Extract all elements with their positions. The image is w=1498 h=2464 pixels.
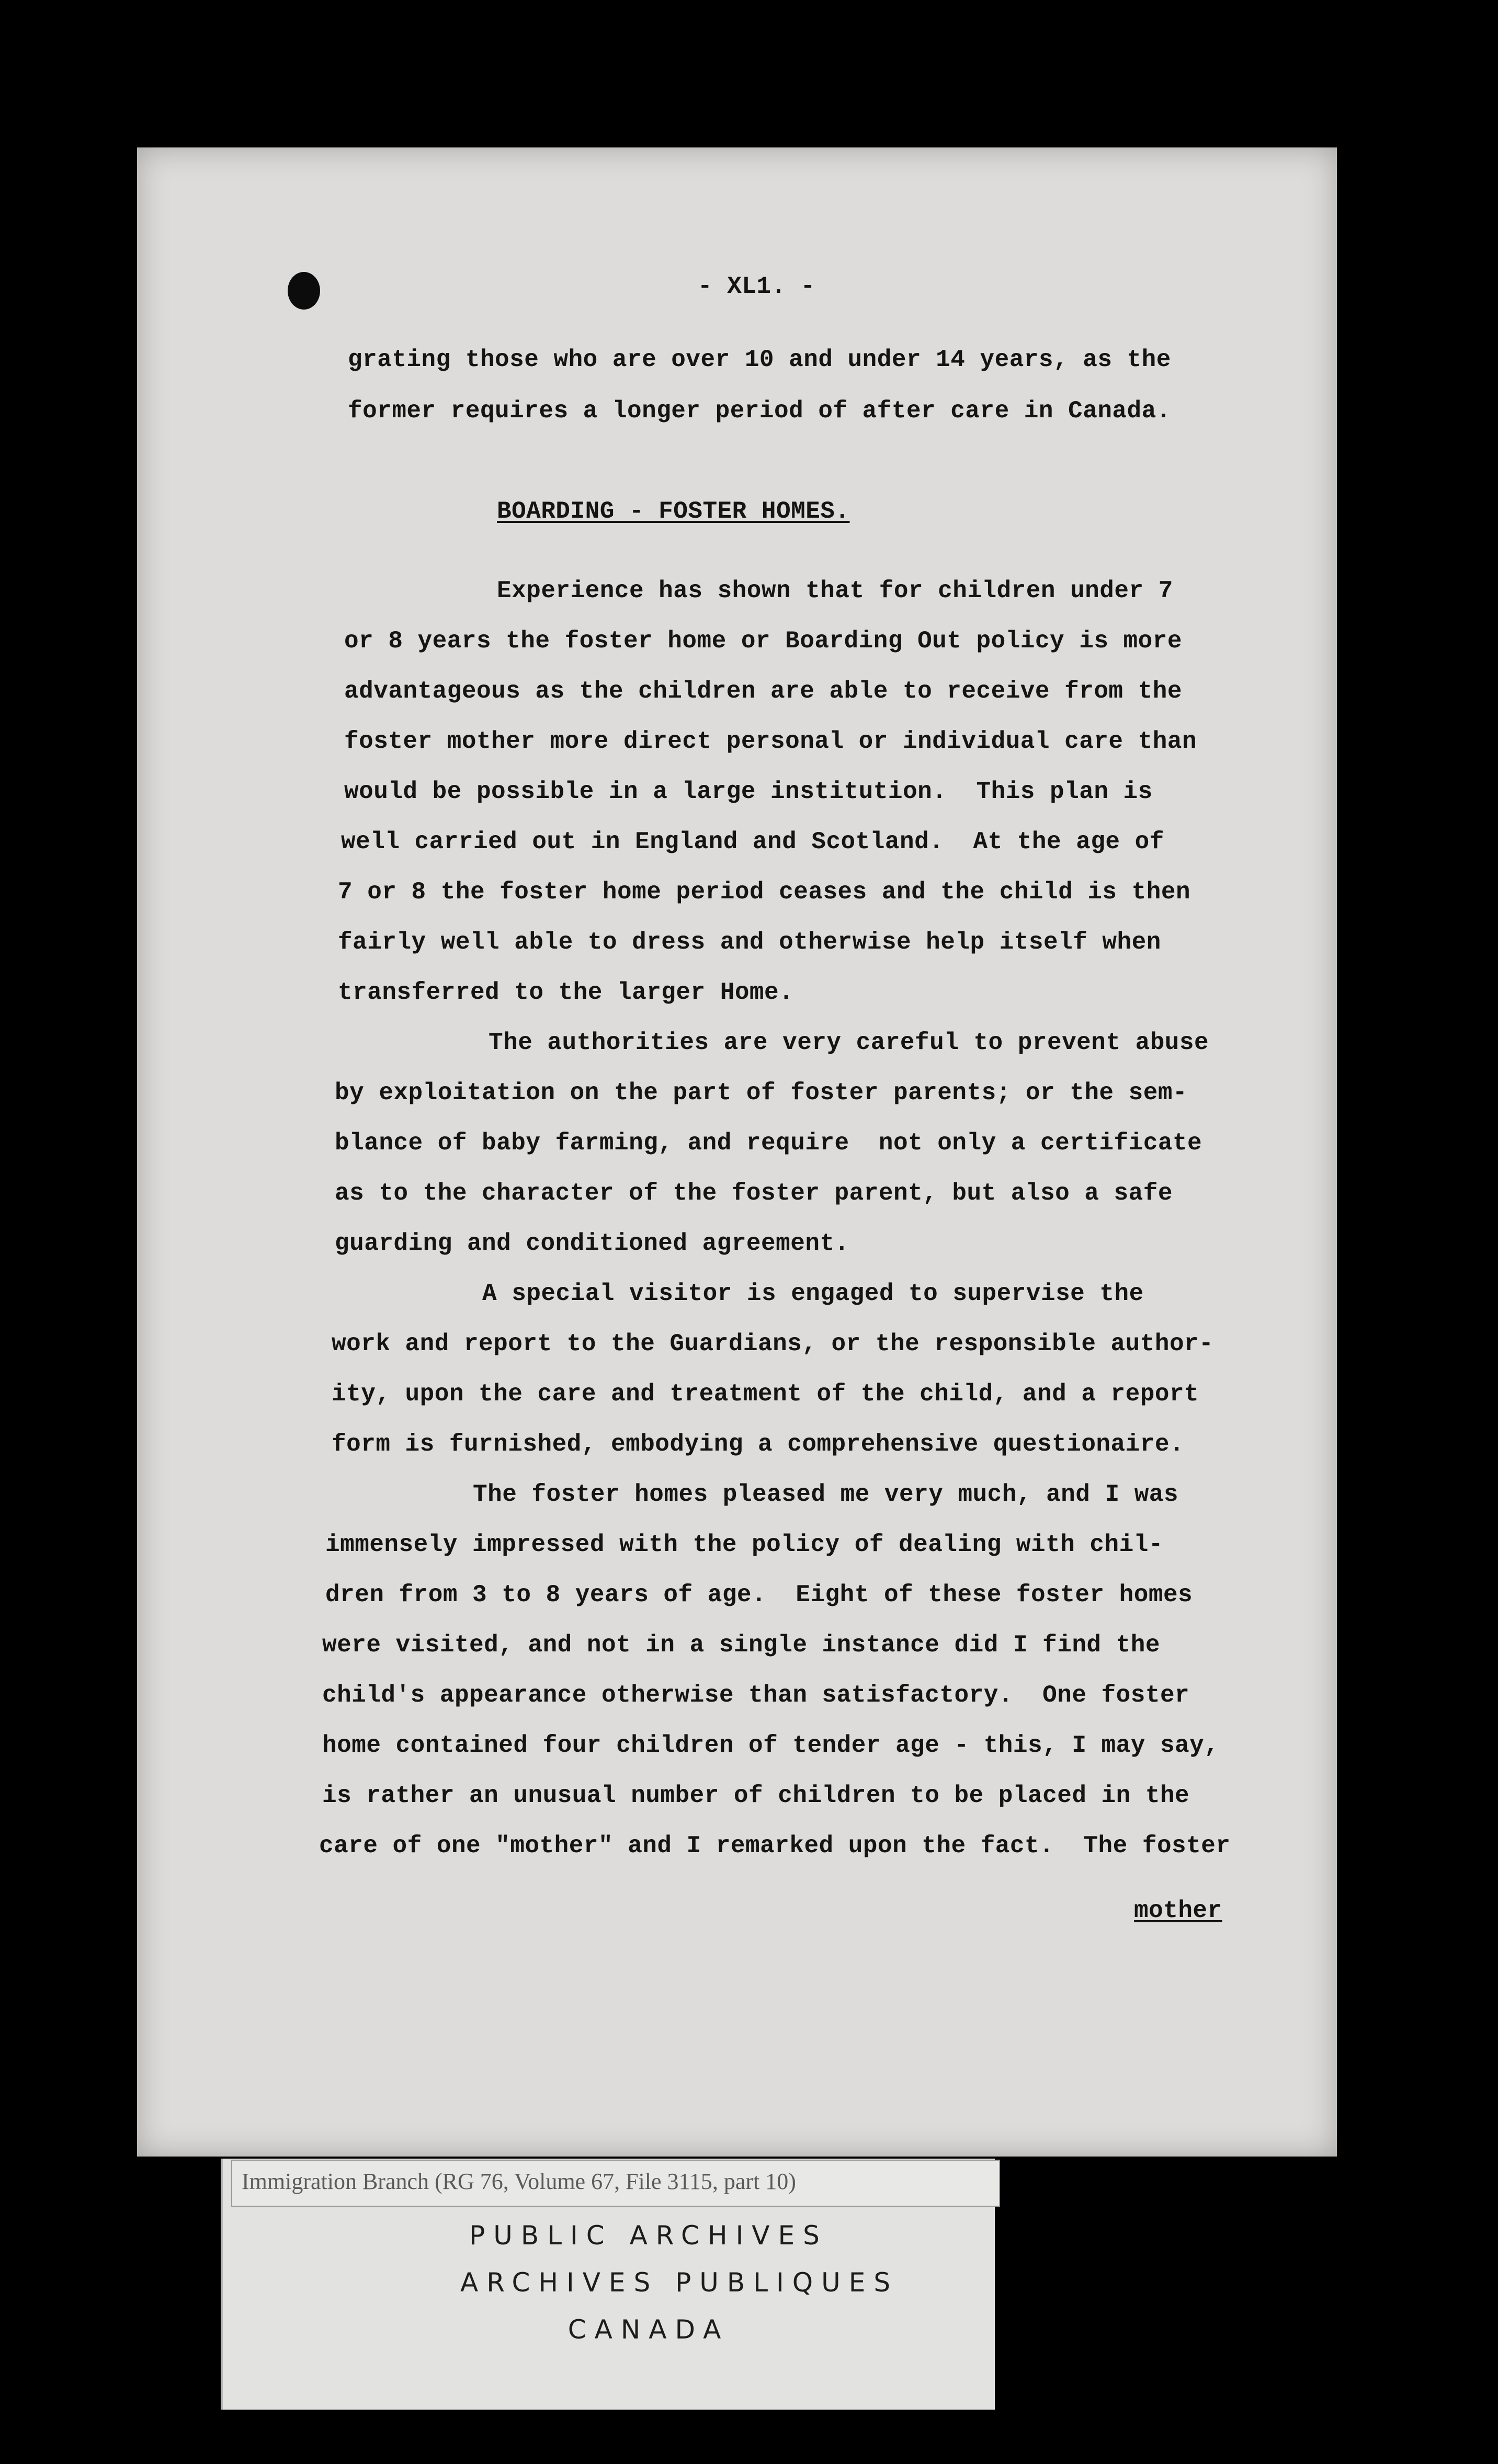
text-line: blance of baby farming, and require not only a certificate — [335, 1130, 1202, 1157]
text-line: well carried out in England and Scotland. At the age of — [341, 828, 1164, 855]
text-line: ity, upon the care and treatment of the child, and a report — [332, 1381, 1199, 1408]
text-line: by exploitation on the part of foster parents; or the sem- — [335, 1079, 1188, 1106]
text-line: were visited, and not in a single instance did I find the — [322, 1632, 1160, 1659]
archive-country: CANADA — [568, 2314, 730, 2345]
text-line: transferred to the larger Home. — [338, 979, 794, 1006]
text-line: dren from 3 to 8 years of age. Eight of these foster homes — [325, 1581, 1193, 1609]
archive-name-french: ARCHIVES PUBLIQUES — [460, 2267, 899, 2298]
section-heading: BOARDING - FOSTER HOMES. — [497, 498, 850, 525]
text-line: as to the character of the foster parent, but also a safe — [335, 1180, 1173, 1207]
text-line: would be possible in a large institution. This plan is — [344, 778, 1153, 805]
text-line: The authorities are very careful to prevent abuse — [489, 1029, 1209, 1056]
text-line: care of one "mother" and I remarked upon the fact. The foster — [319, 1832, 1231, 1860]
document-page — [137, 147, 1337, 2157]
archive-name-english: PUBLIC ARCHIVES — [469, 2220, 828, 2251]
text-line: immensely impressed with the policy of dealing with chil- — [325, 1531, 1163, 1558]
archive-reference: Immigration Branch (RG 76, Volume 67, File 3115, part 10) — [242, 2169, 796, 2194]
text-line: work and report to the Guardians, or the responsible author- — [332, 1330, 1214, 1358]
text-line: 7 or 8 the foster home period ceases and the child is then — [338, 879, 1191, 906]
catchword: mother — [1134, 1897, 1222, 1924]
text-line: former requires a longer period of after care in Canada. — [348, 397, 1171, 425]
text-line: The foster homes pleased me very much, and I was — [473, 1481, 1179, 1508]
text-line: fairly well able to dress and otherwise help itself when — [338, 929, 1161, 956]
text-line: A special visitor is engaged to supervise the — [482, 1280, 1144, 1307]
page-number: - XL1. - — [698, 273, 815, 300]
text-line: grating those who are over 10 and under 14 years, as the — [348, 346, 1171, 373]
punch-hole — [288, 272, 320, 310]
text-line: form is furnished, embodying a comprehensive questionaire. — [332, 1431, 1185, 1458]
text-line: child's appearance otherwise than satisfactory. One foster — [322, 1682, 1190, 1709]
text-line: home contained four children of tender age - this, I may say, — [322, 1732, 1219, 1759]
text-line: guarding and conditioned agreement. — [335, 1230, 849, 1257]
text-line: is rather an unusual number of children to be placed in the — [322, 1782, 1190, 1809]
text-line: foster mother more direct personal or individual care than — [344, 728, 1197, 755]
text-line: or 8 years the foster home or Boarding Out policy is more — [344, 628, 1182, 655]
text-line: advantageous as the children are able to receive from the — [344, 678, 1182, 705]
text-line: Experience has shown that for children under 7 — [497, 577, 1173, 604]
